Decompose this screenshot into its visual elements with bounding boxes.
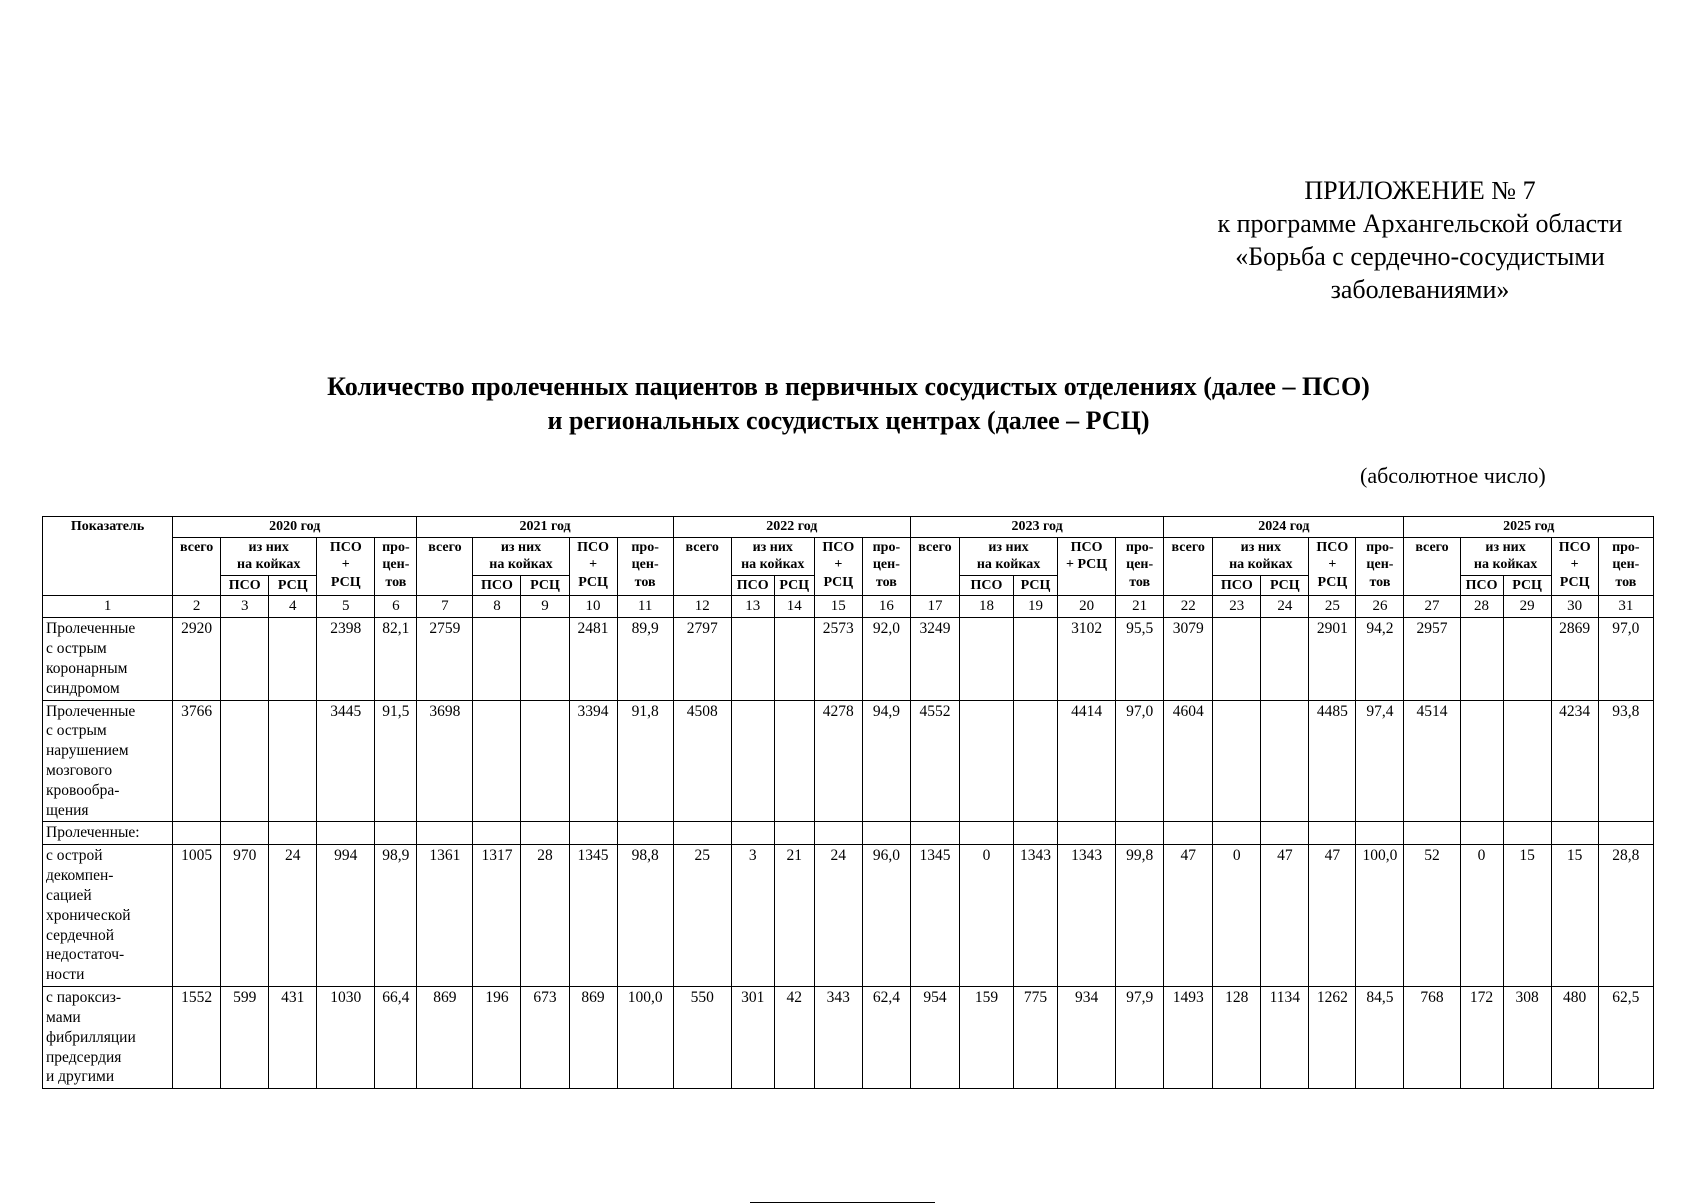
table-cell: 4414 bbox=[1058, 700, 1116, 822]
column-number: 8 bbox=[473, 596, 521, 618]
table-cell: 172 bbox=[1460, 987, 1503, 1089]
table-row bbox=[43, 618, 1654, 700]
table-cell: 94,9 bbox=[862, 700, 910, 822]
table-cell: 2920 bbox=[173, 618, 221, 700]
appendix-line-4: заболеваниями» bbox=[1330, 275, 1510, 304]
table-row bbox=[43, 700, 1654, 822]
header-rsc: РСЦ bbox=[1503, 575, 1551, 596]
table-cell: 0 bbox=[1213, 845, 1261, 987]
document-title bbox=[200, 370, 1497, 438]
header-pso-plus-rsc: ПСО + РСЦ bbox=[569, 537, 617, 596]
table-cell bbox=[1058, 822, 1116, 845]
table-cell bbox=[1164, 822, 1213, 845]
table-cell: 2797 bbox=[673, 618, 731, 700]
table-cell bbox=[473, 700, 521, 822]
table-body bbox=[43, 596, 1654, 1089]
column-number: 7 bbox=[417, 596, 473, 618]
table-cell: 159 bbox=[959, 987, 1013, 1089]
table-row bbox=[43, 987, 1654, 1089]
table-cell: 1552 bbox=[173, 987, 221, 1089]
column-number-row bbox=[43, 596, 1654, 618]
header-of-them: из них на койках bbox=[731, 537, 814, 575]
table-cell bbox=[774, 700, 814, 822]
table-cell: 994 bbox=[317, 845, 375, 987]
table-cell bbox=[1460, 700, 1503, 822]
column-number: 28 bbox=[1460, 596, 1503, 618]
table-cell: 599 bbox=[221, 987, 269, 1089]
header-row-years bbox=[43, 517, 1654, 538]
table-cell bbox=[173, 822, 221, 845]
table-cell: 66,4 bbox=[375, 987, 417, 1089]
table-cell: 0 bbox=[959, 845, 1013, 987]
table-cell: 100,0 bbox=[1356, 845, 1404, 987]
row-label: Пролеченные с острым коронарным синдромом bbox=[43, 618, 173, 700]
title-line-2: и региональных сосудистых центрах (далее – РСЦ) bbox=[547, 406, 1150, 435]
header-year: 2020 год bbox=[173, 517, 417, 538]
table-cell: 3766 bbox=[173, 700, 221, 822]
header-year: 2024 год bbox=[1164, 517, 1404, 538]
table-cell bbox=[910, 822, 959, 845]
table-cell bbox=[1213, 822, 1261, 845]
table-cell bbox=[1014, 822, 1058, 845]
header-rsc: РСЦ bbox=[1261, 575, 1309, 596]
table-cell: 93,8 bbox=[1598, 700, 1653, 822]
row-label: Пролеченные: bbox=[43, 822, 173, 845]
table-cell: 3 bbox=[731, 845, 774, 987]
table-cell bbox=[1261, 618, 1309, 700]
header-total: всего bbox=[673, 537, 731, 596]
table-cell bbox=[269, 700, 317, 822]
table-cell: 1361 bbox=[417, 845, 473, 987]
table-cell bbox=[1598, 822, 1653, 845]
table-cell: 301 bbox=[731, 987, 774, 1089]
table-cell: 2398 bbox=[317, 618, 375, 700]
header-pso-plus-rsc: ПСО + РСЦ bbox=[1058, 537, 1116, 596]
header-pso-plus-rsc: ПСО + РСЦ bbox=[317, 537, 375, 596]
table-cell: 954 bbox=[910, 987, 959, 1089]
header-percent: про- цен- тов bbox=[1356, 537, 1404, 596]
table-cell: 3249 bbox=[910, 618, 959, 700]
header-percent: про- цен- тов bbox=[862, 537, 910, 596]
column-number: 4 bbox=[269, 596, 317, 618]
column-number: 5 bbox=[317, 596, 375, 618]
table-cell: 100,0 bbox=[617, 987, 673, 1089]
header-of-them: из них на койках bbox=[1460, 537, 1551, 575]
table-cell bbox=[473, 618, 521, 700]
table-cell bbox=[221, 700, 269, 822]
table-cell: 2869 bbox=[1551, 618, 1598, 700]
table-row bbox=[43, 845, 1654, 987]
header-pso-plus-rsc: ПСО + РСЦ bbox=[1551, 537, 1598, 596]
column-number: 2 bbox=[173, 596, 221, 618]
column-number: 31 bbox=[1598, 596, 1653, 618]
table-cell bbox=[1014, 618, 1058, 700]
table-cell: 343 bbox=[814, 987, 862, 1089]
header-row-sub bbox=[43, 537, 1654, 575]
column-number: 11 bbox=[617, 596, 673, 618]
table-row bbox=[43, 822, 1654, 845]
table-cell: 82,1 bbox=[375, 618, 417, 700]
column-number: 30 bbox=[1551, 596, 1598, 618]
table-cell: 4514 bbox=[1404, 700, 1460, 822]
row-label: с острой декомпен- сацией хронической сердечной недостаточ- ности bbox=[43, 845, 173, 987]
header-year: 2025 год bbox=[1404, 517, 1654, 538]
table-cell: 91,8 bbox=[617, 700, 673, 822]
table-cell bbox=[269, 822, 317, 845]
column-number: 6 bbox=[375, 596, 417, 618]
table-cell: 21 bbox=[774, 845, 814, 987]
header-rsc: РСЦ bbox=[521, 575, 569, 596]
header-percent: про- цен- тов bbox=[1116, 537, 1164, 596]
column-number: 22 bbox=[1164, 596, 1213, 618]
table-cell: 550 bbox=[673, 987, 731, 1089]
table-cell: 1343 bbox=[1014, 845, 1058, 987]
table-cell: 97,4 bbox=[1356, 700, 1404, 822]
table-cell: 768 bbox=[1404, 987, 1460, 1089]
header-total: всего bbox=[910, 537, 959, 596]
table-cell bbox=[521, 700, 569, 822]
table-cell: 15 bbox=[1551, 845, 1598, 987]
table-cell bbox=[1309, 822, 1356, 845]
table-cell: 24 bbox=[269, 845, 317, 987]
column-number: 1 bbox=[43, 596, 173, 618]
table-cell bbox=[617, 822, 673, 845]
table-cell: 308 bbox=[1503, 987, 1551, 1089]
table-cell bbox=[417, 822, 473, 845]
table-cell bbox=[1261, 700, 1309, 822]
table-cell: 97,0 bbox=[1116, 700, 1164, 822]
table-cell: 0 bbox=[1460, 845, 1503, 987]
unit-note: (абсолютное число) bbox=[1360, 463, 1546, 488]
table-cell bbox=[1213, 700, 1261, 822]
header-total: всего bbox=[1404, 537, 1460, 596]
table-cell bbox=[317, 822, 375, 845]
header-pso: ПСО bbox=[1460, 575, 1503, 596]
header-indicator: Показатель bbox=[43, 517, 173, 596]
header-of-them: из них на койках bbox=[221, 537, 317, 575]
table-cell: 28 bbox=[521, 845, 569, 987]
header-pso: ПСО bbox=[221, 575, 269, 596]
table-cell: 3102 bbox=[1058, 618, 1116, 700]
column-number: 12 bbox=[673, 596, 731, 618]
table-cell: 25 bbox=[673, 845, 731, 987]
table-cell: 4552 bbox=[910, 700, 959, 822]
table-cell: 869 bbox=[569, 987, 617, 1089]
table-cell: 1262 bbox=[1309, 987, 1356, 1089]
title-line-1: Количество пролеченных пациентов в первичных сосудистых отделениях (далее – ПСО) bbox=[327, 372, 1370, 401]
table-cell bbox=[1261, 822, 1309, 845]
appendix-line-1: ПРИЛОЖЕНИЕ № 7 bbox=[1304, 176, 1536, 205]
table-cell: 4485 bbox=[1309, 700, 1356, 822]
table-cell bbox=[1460, 618, 1503, 700]
table-cell: 480 bbox=[1551, 987, 1598, 1089]
column-number: 14 bbox=[774, 596, 814, 618]
header-percent: про- цен- тов bbox=[375, 537, 417, 596]
table-cell: 42 bbox=[774, 987, 814, 1089]
column-number: 20 bbox=[1058, 596, 1116, 618]
table-cell bbox=[814, 822, 862, 845]
column-number: 17 bbox=[910, 596, 959, 618]
table-cell: 2901 bbox=[1309, 618, 1356, 700]
column-number: 15 bbox=[814, 596, 862, 618]
table-cell: 869 bbox=[417, 987, 473, 1089]
header-percent: про- цен- тов bbox=[1598, 537, 1653, 596]
table-header bbox=[43, 517, 1654, 596]
table-cell bbox=[774, 618, 814, 700]
appendix-line-3: «Борьба с сердечно-сосудистыми bbox=[1235, 242, 1605, 271]
column-number: 26 bbox=[1356, 596, 1404, 618]
table-cell bbox=[1356, 822, 1404, 845]
column-number: 19 bbox=[1014, 596, 1058, 618]
table-cell: 3698 bbox=[417, 700, 473, 822]
table-cell: 4278 bbox=[814, 700, 862, 822]
header-pso: ПСО bbox=[959, 575, 1013, 596]
header-rsc: РСЦ bbox=[774, 575, 814, 596]
table-cell bbox=[959, 822, 1013, 845]
table-cell: 2957 bbox=[1404, 618, 1460, 700]
table-cell: 4234 bbox=[1551, 700, 1598, 822]
table-cell: 1343 bbox=[1058, 845, 1116, 987]
column-number: 27 bbox=[1404, 596, 1460, 618]
column-number: 16 bbox=[862, 596, 910, 618]
row-label: с пароксиз- мами фибрилляции предсердия и другими bbox=[43, 987, 173, 1089]
table-cell: 3394 bbox=[569, 700, 617, 822]
table-cell bbox=[221, 618, 269, 700]
header-pso-plus-rsc: ПСО + РСЦ bbox=[814, 537, 862, 596]
table-cell: 47 bbox=[1164, 845, 1213, 987]
table-cell bbox=[1404, 822, 1460, 845]
table-cell: 1030 bbox=[317, 987, 375, 1089]
table-cell: 99,8 bbox=[1116, 845, 1164, 987]
table-cell bbox=[1551, 822, 1598, 845]
data-table bbox=[42, 516, 1654, 1089]
table-cell bbox=[731, 822, 774, 845]
column-number: 18 bbox=[959, 596, 1013, 618]
table-cell bbox=[1213, 618, 1261, 700]
column-number: 25 bbox=[1309, 596, 1356, 618]
table-cell bbox=[1503, 700, 1551, 822]
table-cell: 62,5 bbox=[1598, 987, 1653, 1089]
table-cell bbox=[1460, 822, 1503, 845]
header-year: 2023 год bbox=[910, 517, 1163, 538]
header-rsc: РСЦ bbox=[1014, 575, 1058, 596]
table-cell: 47 bbox=[1309, 845, 1356, 987]
column-number: 23 bbox=[1213, 596, 1261, 618]
table-cell: 970 bbox=[221, 845, 269, 987]
table-cell: 92,0 bbox=[862, 618, 910, 700]
table-cell: 775 bbox=[1014, 987, 1058, 1089]
header-total: всего bbox=[173, 537, 221, 596]
table-cell: 934 bbox=[1058, 987, 1116, 1089]
table-cell: 673 bbox=[521, 987, 569, 1089]
table-cell: 1005 bbox=[173, 845, 221, 987]
table-cell bbox=[521, 822, 569, 845]
header-of-them: из них на койках bbox=[473, 537, 569, 575]
table-cell: 4604 bbox=[1164, 700, 1213, 822]
column-number: 21 bbox=[1116, 596, 1164, 618]
table-cell: 24 bbox=[814, 845, 862, 987]
table-cell: 98,9 bbox=[375, 845, 417, 987]
header-of-them: из них на койках bbox=[1213, 537, 1309, 575]
header-year: 2021 год bbox=[417, 517, 673, 538]
table-cell: 89,9 bbox=[617, 618, 673, 700]
column-number: 24 bbox=[1261, 596, 1309, 618]
table-cell: 4508 bbox=[673, 700, 731, 822]
table-cell bbox=[521, 618, 569, 700]
column-number: 10 bbox=[569, 596, 617, 618]
table-cell: 1345 bbox=[910, 845, 959, 987]
table-cell bbox=[1014, 700, 1058, 822]
table-cell bbox=[959, 700, 1013, 822]
table-cell bbox=[862, 822, 910, 845]
table-cell: 2573 bbox=[814, 618, 862, 700]
table-cell bbox=[569, 822, 617, 845]
table-cell: 431 bbox=[269, 987, 317, 1089]
table-cell: 96,0 bbox=[862, 845, 910, 987]
table-cell: 97,9 bbox=[1116, 987, 1164, 1089]
table-cell: 28,8 bbox=[1598, 845, 1653, 987]
table-cell: 128 bbox=[1213, 987, 1261, 1089]
header-pso: ПСО bbox=[1213, 575, 1261, 596]
table-cell: 95,5 bbox=[1116, 618, 1164, 700]
header-total: всего bbox=[1164, 537, 1213, 596]
header-pso-plus-rsc: ПСО + РСЦ bbox=[1309, 537, 1356, 596]
appendix-line-2: к программе Архангельской области bbox=[1217, 209, 1623, 238]
table-cell: 52 bbox=[1404, 845, 1460, 987]
table-cell: 1345 bbox=[569, 845, 617, 987]
header-total: всего bbox=[417, 537, 473, 596]
table-cell bbox=[1503, 822, 1551, 845]
table-cell bbox=[375, 822, 417, 845]
table-cell: 1134 bbox=[1261, 987, 1309, 1089]
appendix-header bbox=[1190, 174, 1650, 306]
table-cell: 1493 bbox=[1164, 987, 1213, 1089]
column-number: 9 bbox=[521, 596, 569, 618]
table-cell: 62,4 bbox=[862, 987, 910, 1089]
table-cell: 84,5 bbox=[1356, 987, 1404, 1089]
table-cell: 97,0 bbox=[1598, 618, 1653, 700]
table-cell bbox=[269, 618, 317, 700]
row-label: Пролеченные с острым нарушением мозгового кровообра- щения bbox=[43, 700, 173, 822]
table-cell: 47 bbox=[1261, 845, 1309, 987]
table-cell: 3445 bbox=[317, 700, 375, 822]
table-cell: 94,2 bbox=[1356, 618, 1404, 700]
table-cell bbox=[221, 822, 269, 845]
table-cell: 2481 bbox=[569, 618, 617, 700]
table-cell bbox=[673, 822, 731, 845]
table-cell: 91,5 bbox=[375, 700, 417, 822]
header-rsc: РСЦ bbox=[269, 575, 317, 596]
table-cell: 3079 bbox=[1164, 618, 1213, 700]
table-cell bbox=[774, 822, 814, 845]
table-cell bbox=[473, 822, 521, 845]
table-cell bbox=[1503, 618, 1551, 700]
table-cell: 1317 bbox=[473, 845, 521, 987]
table-cell bbox=[959, 618, 1013, 700]
table-cell bbox=[1116, 822, 1164, 845]
table-cell: 98,8 bbox=[617, 845, 673, 987]
header-year: 2022 год bbox=[673, 517, 910, 538]
column-number: 13 bbox=[731, 596, 774, 618]
header-of-them: из них на койках bbox=[959, 537, 1057, 575]
header-pso: ПСО bbox=[731, 575, 774, 596]
table-cell bbox=[731, 618, 774, 700]
table-cell: 2759 bbox=[417, 618, 473, 700]
column-number: 3 bbox=[221, 596, 269, 618]
column-number: 29 bbox=[1503, 596, 1551, 618]
header-pso: ПСО bbox=[473, 575, 521, 596]
header-percent: про- цен- тов bbox=[617, 537, 673, 596]
table-cell bbox=[731, 700, 774, 822]
table-cell: 196 bbox=[473, 987, 521, 1089]
table-cell: 15 bbox=[1503, 845, 1551, 987]
